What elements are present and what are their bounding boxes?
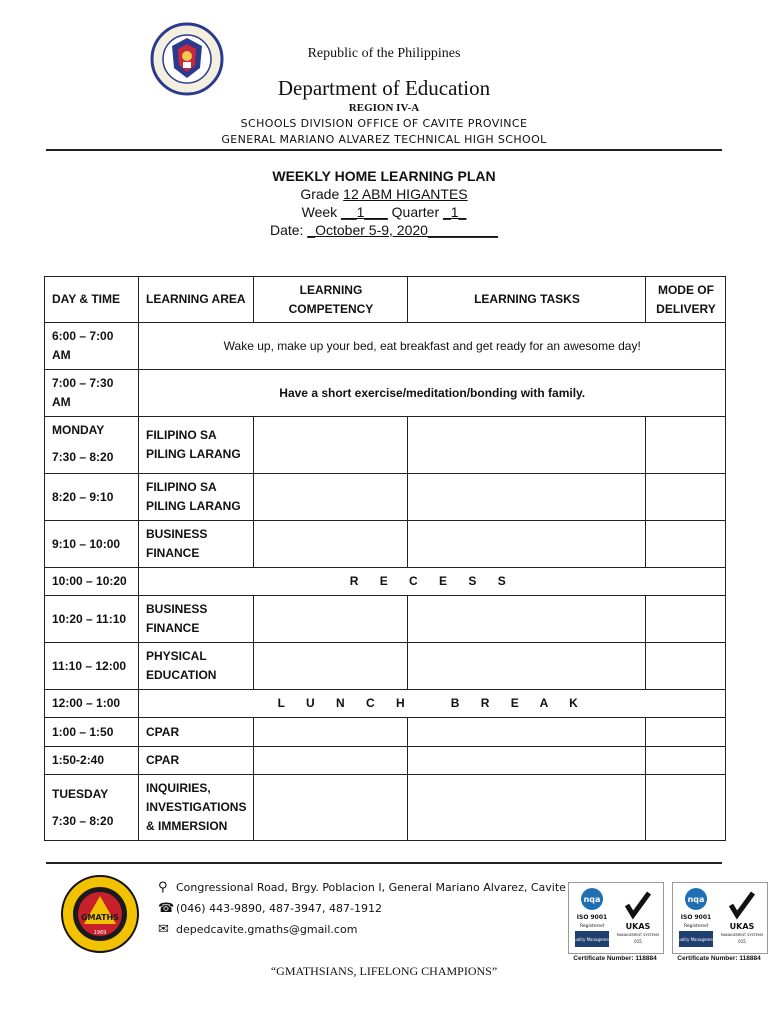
time-label: 7:30 – 8:20	[52, 813, 114, 828]
school-name: GENERAL MARIANO ALVAREZ TECHNICAL HIGH SCHOOL	[221, 133, 547, 146]
svg-text:Quality Management: Quality Management	[571, 937, 613, 942]
tasks-cell	[408, 775, 646, 841]
activity-cell: Wake up, make up your bed, eat breakfast and get ready for an awesome day!	[139, 323, 726, 370]
header-tasks: LEARNING TASKS	[408, 277, 646, 323]
table-row	[45, 643, 726, 690]
svg-text:ISO 9001: ISO 9001	[680, 914, 712, 921]
mode-cell	[646, 747, 726, 775]
lunch-break-cell: L U N C H B R E A K	[139, 690, 726, 718]
time-cell: 10:20 – 11:10	[45, 596, 139, 643]
quarter-value: _1_	[443, 204, 467, 220]
competency-cell	[254, 775, 408, 841]
region-text: REGION IV-A	[348, 102, 420, 114]
header-day-time: DAY & TIME	[45, 277, 139, 323]
time-cell: 12:00 – 1:00	[45, 690, 139, 718]
date-value: _October 5-9, 2020_________	[307, 222, 499, 238]
plan-title: WEEKLY HOME LEARNING PLAN	[272, 168, 496, 184]
grade-label: Grade	[300, 186, 344, 202]
header-competency: LEARNING COMPETENCY	[254, 277, 408, 323]
area-cell: CPAR	[139, 718, 254, 747]
quarter-label: Quarter	[387, 204, 444, 220]
svg-text:UKAS: UKAS	[625, 922, 651, 931]
table-row	[45, 747, 726, 775]
area-cell: PHYSICAL EDUCATION	[139, 643, 254, 690]
republic-text: Republic of the Philippines	[307, 46, 461, 61]
table-header-row	[45, 277, 726, 323]
time-cell: 1:50-2:40	[45, 747, 139, 775]
area-cell: CPAR	[139, 747, 254, 775]
table-row	[45, 323, 726, 370]
svg-text:UKAS: UKAS	[729, 922, 755, 931]
time-cell: 1:00 – 1:50	[45, 718, 139, 747]
date-label: Date:	[269, 222, 308, 238]
tasks-cell	[408, 474, 646, 521]
mode-cell	[646, 474, 726, 521]
time-cell: 11:10 – 12:00	[45, 643, 139, 690]
header-learning-area: LEARNING AREA	[139, 277, 254, 323]
grade-line	[0, 186, 768, 202]
date-line	[0, 222, 768, 238]
tasks-cell	[408, 521, 646, 568]
footer-divider	[46, 862, 722, 864]
email-line: ✉ depedcavite.gmaths@gmail.com	[158, 922, 358, 937]
week-label: Week	[301, 204, 342, 220]
competency-cell	[254, 596, 408, 643]
competency-cell	[254, 521, 408, 568]
svg-text:Quality Management: Quality Management	[675, 937, 717, 942]
competency-cell	[254, 718, 408, 747]
time-cell: 8:20 – 9:10	[45, 474, 139, 521]
mode-cell	[646, 417, 726, 474]
week-value: __1___	[341, 204, 388, 220]
phone-icon: ☎	[158, 901, 175, 916]
phone-line: ☎ (046) 443-9890, 487-3947, 487-1912	[158, 901, 382, 916]
time-cell: 7:00 – 7:30 AM	[45, 370, 139, 417]
grade-value: 12 ABM HIGANTES	[343, 186, 468, 202]
map-pin-icon: ⚲	[158, 880, 168, 895]
iso-certification-badge-icon	[672, 882, 768, 954]
table-row	[45, 521, 726, 568]
activity-cell: Have a short exercise/meditation/bonding with family.	[139, 370, 726, 417]
time-cell	[45, 417, 139, 474]
day-label: TUESDAY	[52, 786, 109, 801]
table-row	[45, 417, 726, 474]
department-title: Department of Education	[277, 76, 491, 100]
mode-cell	[646, 718, 726, 747]
school-motto: “GMATHSIANS, LIFELONG CHAMPIONS”	[270, 964, 498, 978]
table-row	[45, 474, 726, 521]
svg-text:MANAGEMENT SYSTEMS: MANAGEMENT SYSTEMS	[720, 933, 764, 937]
svg-text:015: 015	[634, 939, 642, 944]
time-cell: 6:00 – 7:00 AM	[45, 323, 139, 370]
tasks-cell	[408, 417, 646, 474]
competency-cell	[254, 747, 408, 775]
time-cell: 9:10 – 10:00	[45, 521, 139, 568]
area-cell: FILIPINO SA PILING LARANG	[139, 474, 254, 521]
mode-cell	[646, 596, 726, 643]
mail-icon: ✉	[158, 922, 169, 937]
table-row	[45, 370, 726, 417]
svg-text:nqa: nqa	[583, 895, 601, 904]
svg-text:ISO 9001: ISO 9001	[576, 914, 608, 921]
header-divider	[46, 149, 722, 151]
table-row	[45, 718, 726, 747]
area-cell: INQUIRIES, INVESTIGATIONS & IMMERSION	[139, 775, 254, 841]
mode-cell	[646, 775, 726, 841]
tasks-cell	[408, 643, 646, 690]
school-logo-icon	[60, 874, 140, 954]
address-line: ⚲ Congressional Road, Brgy. Poblacion I, General Mariano Alvarez, Cavite	[158, 880, 566, 895]
certificate-number: Certificate Number: 118884	[573, 955, 657, 962]
tasks-cell	[408, 747, 646, 775]
area-cell: FILIPINO SA PILING LARANG	[139, 417, 254, 474]
iso-certification-badge-icon	[568, 882, 664, 954]
recess-cell: R E C E S S	[139, 568, 726, 596]
svg-text:015: 015	[738, 939, 746, 944]
area-cell: BUSINESS FINANCE	[139, 596, 254, 643]
learning-plan-table	[44, 276, 726, 841]
svg-text:Registered: Registered	[579, 924, 605, 929]
time-cell	[45, 775, 139, 841]
mode-cell	[646, 521, 726, 568]
header-mode: MODE OF DELIVERY	[646, 277, 726, 323]
mode-cell	[646, 643, 726, 690]
competency-cell	[254, 474, 408, 521]
table-row	[45, 596, 726, 643]
tasks-cell	[408, 596, 646, 643]
svg-text:MANAGEMENT SYSTEMS: MANAGEMENT SYSTEMS	[616, 933, 660, 937]
table-row	[45, 690, 726, 718]
time-label: 7:30 – 8:20	[52, 450, 114, 464]
certificate-number: Certificate Number: 118884	[677, 955, 761, 962]
time-cell: 10:00 – 10:20	[45, 568, 139, 596]
table-row	[45, 568, 726, 596]
competency-cell	[254, 643, 408, 690]
week-line	[0, 204, 768, 220]
division-text: SCHOOLS DIVISION OFFICE OF CAVITE PROVINCE	[240, 117, 528, 130]
area-cell: BUSINESS FINANCE	[139, 521, 254, 568]
svg-text:nqa: nqa	[687, 895, 705, 904]
logo-text: GMATHS	[80, 913, 120, 922]
day-label: MONDAY	[52, 423, 105, 437]
competency-cell	[254, 417, 408, 474]
table-row	[45, 775, 726, 841]
tasks-cell	[408, 718, 646, 747]
svg-text:Registered: Registered	[683, 924, 709, 929]
logo-year: 1969	[93, 930, 107, 936]
